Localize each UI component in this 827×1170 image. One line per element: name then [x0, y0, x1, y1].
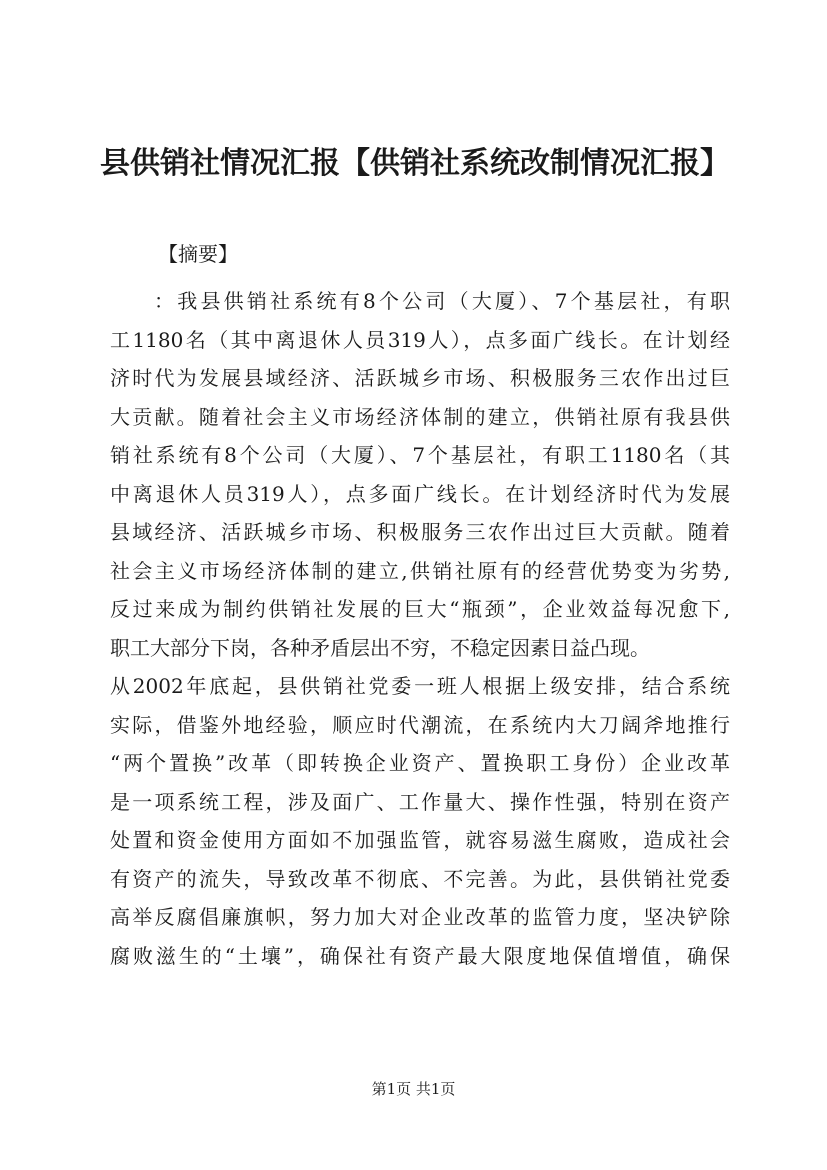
body-line: 实际，借鉴外地经验，顺应时代潮流，在系统内大刀阔斧地推行	[110, 713, 730, 737]
body-line: 销社系统有8个公司（大厦）、7个基层社，有职工1180名（其	[110, 443, 730, 467]
body-line: 是一项系统工程，涉及面广、工作量大、操作性强，特别在资产	[110, 790, 730, 814]
body-line: 职工大部分下岗，各种矛盾层出不穷，不稳定因素日益凸现。	[110, 636, 650, 660]
body-line: 处置和资金使用方面如不加强监管，就容易滋生腐败，造成社会	[110, 828, 730, 852]
body-line: 中离退休人员319人），点多面广线长。在计划经济时代为发展	[110, 482, 730, 506]
body-line: 有资产的流失，导致改革不彻底、不完善。为此，县供销社党委	[110, 867, 730, 891]
body-line: 社会主义市场经济体制的建立,供销社原有的经营优势变为劣势,	[110, 559, 730, 583]
body-line: 济时代为发展县域经济、活跃城乡市场、积极服务三农作出过巨	[110, 366, 730, 390]
document-title: 县供销社情况汇报【供销社系统改制情况汇报】	[100, 146, 730, 181]
abstract-label: 【摘要】	[158, 242, 238, 266]
body-line: 反过来成为制约供销社发展的巨大“瓶颈”，企业效益每况愈下,	[110, 597, 730, 621]
body-line: 高举反腐倡廉旗帜，努力加大对企业改革的监管力度，坚决铲除	[110, 905, 730, 929]
body-line: ：我县供销社系统有8个公司（大厦）、7个基层社，有职	[154, 289, 730, 313]
body-line: 腐败滋生的“土壤”，确保社有资产最大限度地保值增值，确保	[110, 944, 730, 968]
body-line: 县域经济、活跃城乡市场、积极服务三农作出过巨大贡献。随着	[110, 520, 730, 544]
page-footer: 第1页 共1页	[371, 1080, 456, 1098]
body-line: 大贡献。随着社会主义市场经济体制的建立，供销社原有我县供	[110, 405, 730, 429]
body-line: “两个置换”改革（即转换企业资产、置换职工身份）企业改革	[110, 751, 730, 775]
body-line: 从2002年底起，县供销社党委一班人根据上级安排，结合系统	[110, 674, 730, 698]
body-line: 工1180名（其中离退休人员319人），点多面广线长。在计划经	[110, 328, 730, 352]
